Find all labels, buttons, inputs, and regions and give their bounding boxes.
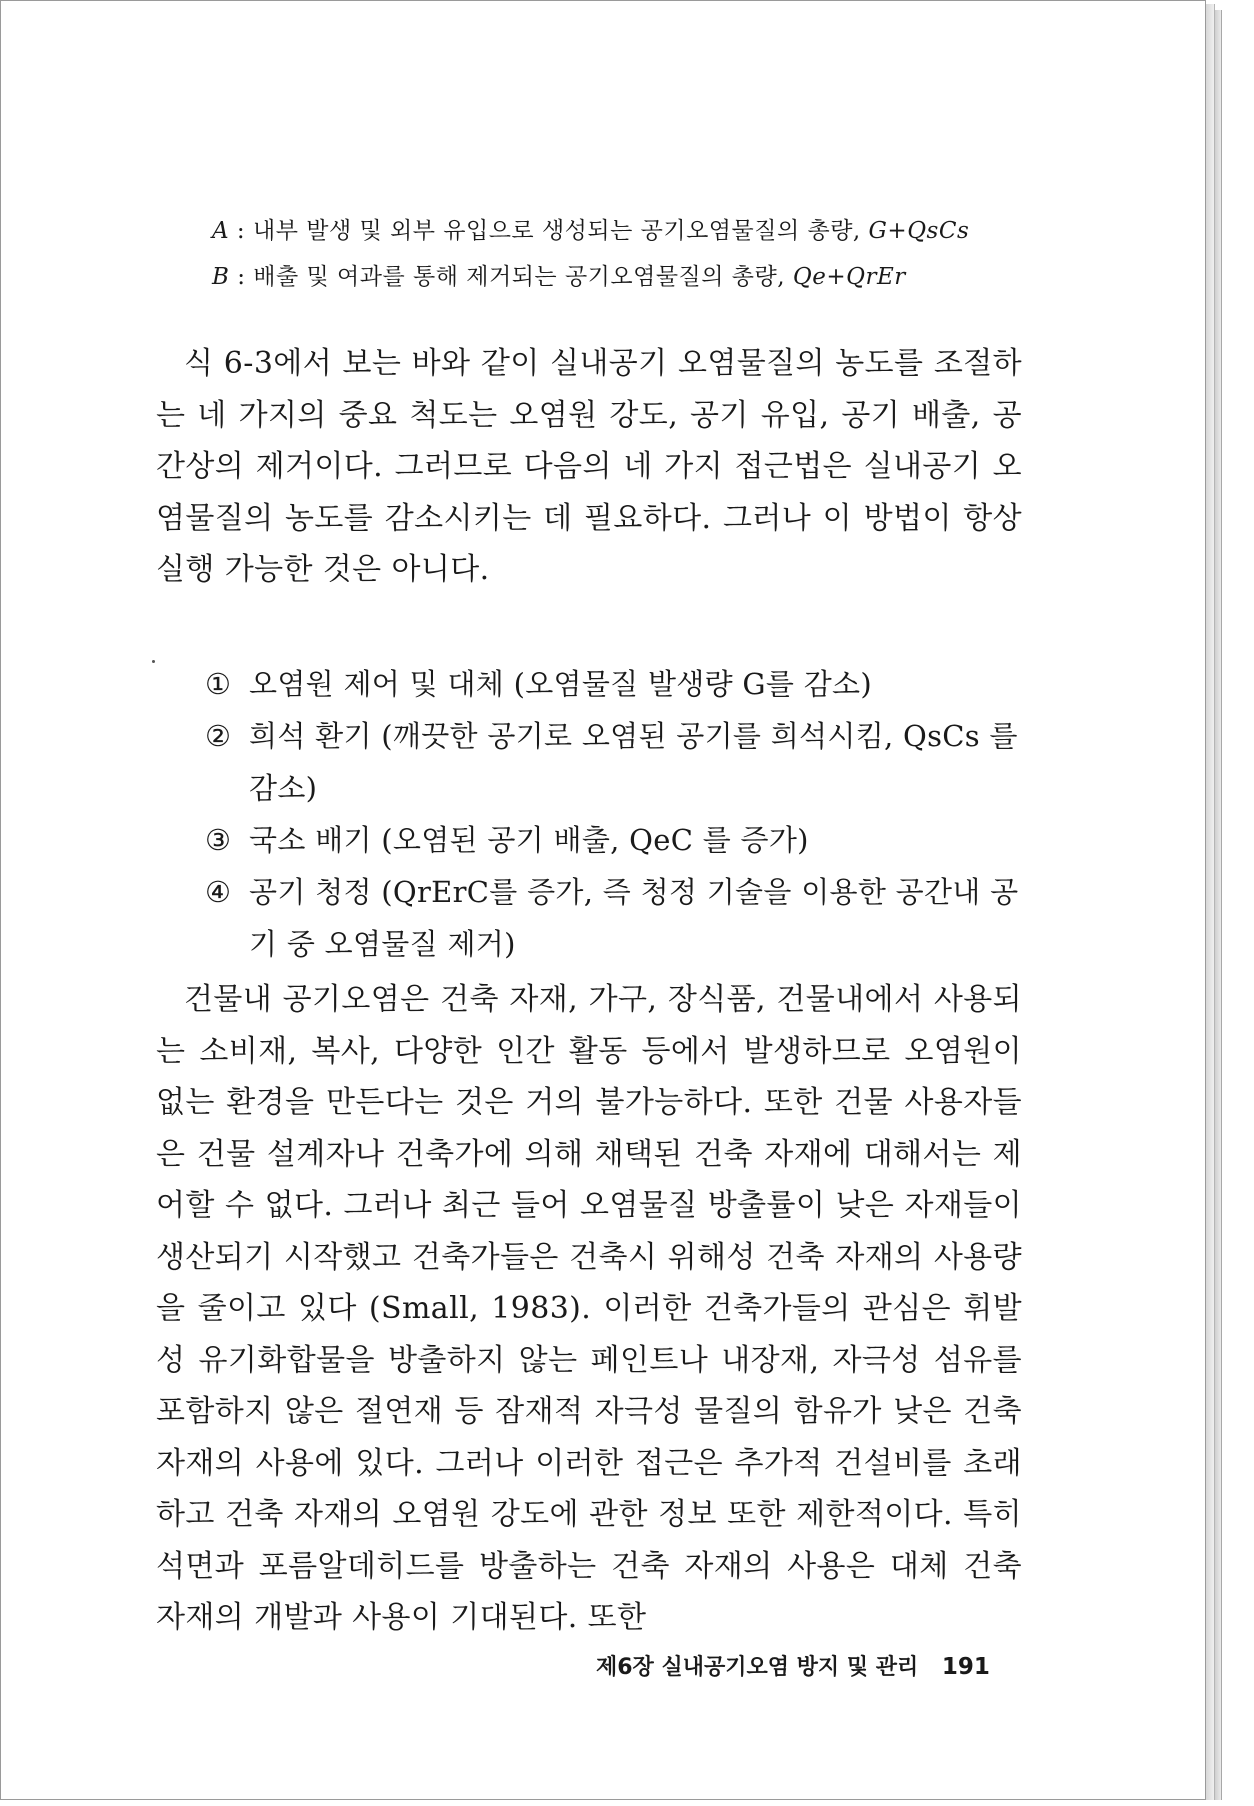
footer-title: 실내공기오염 방지 및 관리 [661,1655,919,1680]
variable-a-text: 내부 발생 및 외부 유입으로 생성되는 공기오염물질의 총량, [253,218,869,244]
list-item-number: ② [205,719,232,753]
variable-b-formula: Qe+QrEr [792,264,906,290]
approach-list [205,658,1035,970]
variable-a-line [212,208,1112,254]
variable-a-symbol: A [212,218,230,244]
list-item-text: 희석 환기 (깨끗한 공기로 오염된 공기를 희석시킴, QsCs 를 감소) [249,719,1018,805]
colon: : [229,264,254,290]
list-item-text: 오염원 제어 및 대체 (오염물질 발생량 G를 감소) [249,667,872,701]
footer-chapter: 제6장 [596,1655,654,1680]
page-edge [1206,4,1215,1800]
page-number: 191 [941,1654,990,1680]
variable-b-symbol: B [212,264,230,290]
page-footer [596,1650,1016,1681]
stray-dot [152,660,155,663]
list-item-text: 공기 청정 (QrErC를 증가, 즉 청정 기술을 이용한 공간내 공기 중 오염물질 제거) [249,875,1019,961]
variable-b-line [212,254,1112,300]
list-item [205,710,1035,814]
list-item-number: ④ [205,875,232,909]
variable-definitions [212,208,1112,300]
colon: : [229,218,253,244]
page-edge [1215,10,1222,1800]
paragraph-2: 건물내 공기오염은 건축 자재, 가구, 장식품, 건물내에서 사용되는 소비재, 복사, 다양한 인간 활동 등에서 발생하므로 오염원이 없는 환경을 만든다는 것은 거의 불가능하다. 또한 건물 사용자들은 건물 설계자나 건축가에 의해 채택된 건축 자재에 대해서는 제어할 수 없다. 그러나 최근 들어 오염물질 방출률이 낮은 자재들이 생산되기 시작했고 건축가들은 건축시 위해성 건축 자재의 사용량을 줄이고 있다 (Small, 1983). 이러한 건축가들의 관심은 휘발성 유기화합물을 방출하지 않는 페인트나 내장재, 자극성 섬유를 포함하지 않은 절연재 등 잠재적 자극성 물질의 함유가 낮은 건축 자재의 사용에 있다. 그러나 이러한 접근은 추가적 건설비를 초래하고 건축 자재의 오염원 강도에 관한 정보 또한 제한적이다. 특히 석면과 포름알데히드를 방출하는 건축 자재의 사용은 대체 건축 자재의 개발과 사용이 기대된다. 또한 [156,982,1022,1635]
list-item [205,814,1035,866]
list-item-text: 국소 배기 (오염된 공기 배출, QeC 를 증가) [249,823,809,857]
list-item-number: ① [205,667,232,701]
variable-b-text: 배출 및 여과를 통해 제거되는 공기오염물질의 총량, [253,264,793,290]
list-item [205,658,1035,710]
list-item-number: ③ [205,823,232,857]
list-item [205,866,1035,970]
paragraph-1: 식 6-3에서 보는 바와 같이 실내공기 오염물질의 농도를 조절하는 네 가지의 중요 척도는 오염원 강도, 공기 유입, 공기 배출, 공간상의 제거이다. 그러므로 다음의 네 가지 접근법은 실내공기 오염물질의 농도를 감소시키는 데 필요하다. 그러나 이 방법이 항상 실행 가능한 것은 아니다. [156,346,1022,587]
variable-a-formula: G+QsCs [868,218,970,244]
